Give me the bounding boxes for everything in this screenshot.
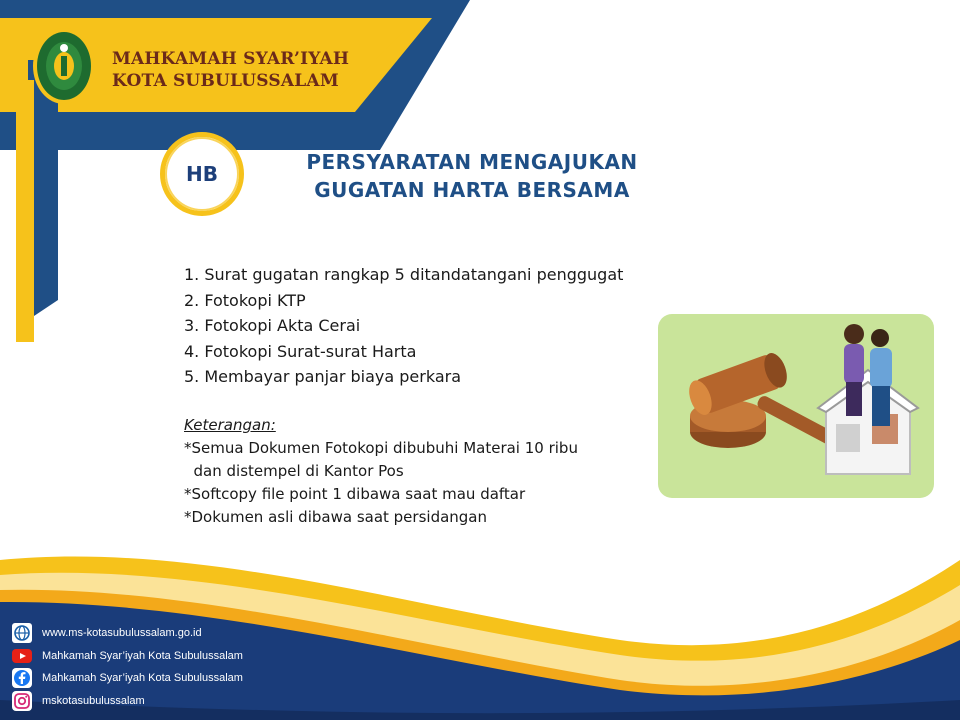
notes-section — [184, 414, 578, 529]
footer-contacts — [12, 622, 243, 712]
note-line: *Dokumen asli dibawa saat persidangan — [184, 508, 488, 526]
note-line: *Semua Dokumen Fotokopi dibubuhi Materai 10 ribu — [184, 439, 578, 457]
youtube-icon — [12, 646, 32, 666]
footer-youtube-row[interactable] — [12, 645, 243, 667]
instagram-text: mskotasubulussalam — [42, 694, 145, 707]
requirement-item: 4. Fotokopi Surat-surat Harta — [184, 341, 417, 361]
note-line: dan distempel di Kantor Pos — [184, 462, 404, 480]
facebook-icon — [12, 668, 32, 688]
note-line: *Softcopy file point 1 dibawa saat mau daftar — [184, 485, 526, 503]
notes-title: Keterangan: — [184, 416, 276, 434]
requirement-item: 2. Fotokopi KTP — [184, 290, 306, 310]
organization-name — [112, 48, 349, 92]
requirement-item: 3. Fotokopi Akta Cerai — [184, 316, 361, 335]
page-title — [262, 148, 682, 204]
org-line-1: MAHKAMAH SYAR’IYAH — [112, 49, 350, 69]
youtube-text: Mahkamah Syar’iyah Kota Subulussalam — [42, 649, 243, 662]
requirement-item: 1. Surat gugatan rangkap 5 ditandatangani penggugat — [184, 265, 624, 284]
court-logo — [32, 26, 96, 106]
globe-icon — [12, 623, 32, 643]
hb-badge — [160, 132, 244, 216]
gavel-house-illustration — [658, 314, 934, 498]
footer-instagram-row[interactable] — [12, 690, 243, 712]
facebook-text: Mahkamah Syar’iyah Kota Subulussalam — [42, 672, 243, 684]
instagram-icon — [12, 691, 32, 711]
footer-facebook-row[interactable] — [12, 667, 243, 689]
footer-website-row[interactable] — [12, 622, 243, 644]
requirement-item: 5. Membayar panjar biaya perkara — [184, 367, 462, 386]
title-line-1: PERSYARATAN MENGAJUKAN — [306, 150, 638, 174]
org-line-2: KOTA SUBULUSSALAM — [112, 71, 339, 91]
website-text: www.ms-kotasubulussalam.go.id — [42, 627, 202, 639]
title-line-2: GUGATAN HARTA BERSAMA — [314, 178, 630, 202]
badge-label: HB — [186, 162, 218, 186]
requirements-list — [184, 262, 623, 390]
